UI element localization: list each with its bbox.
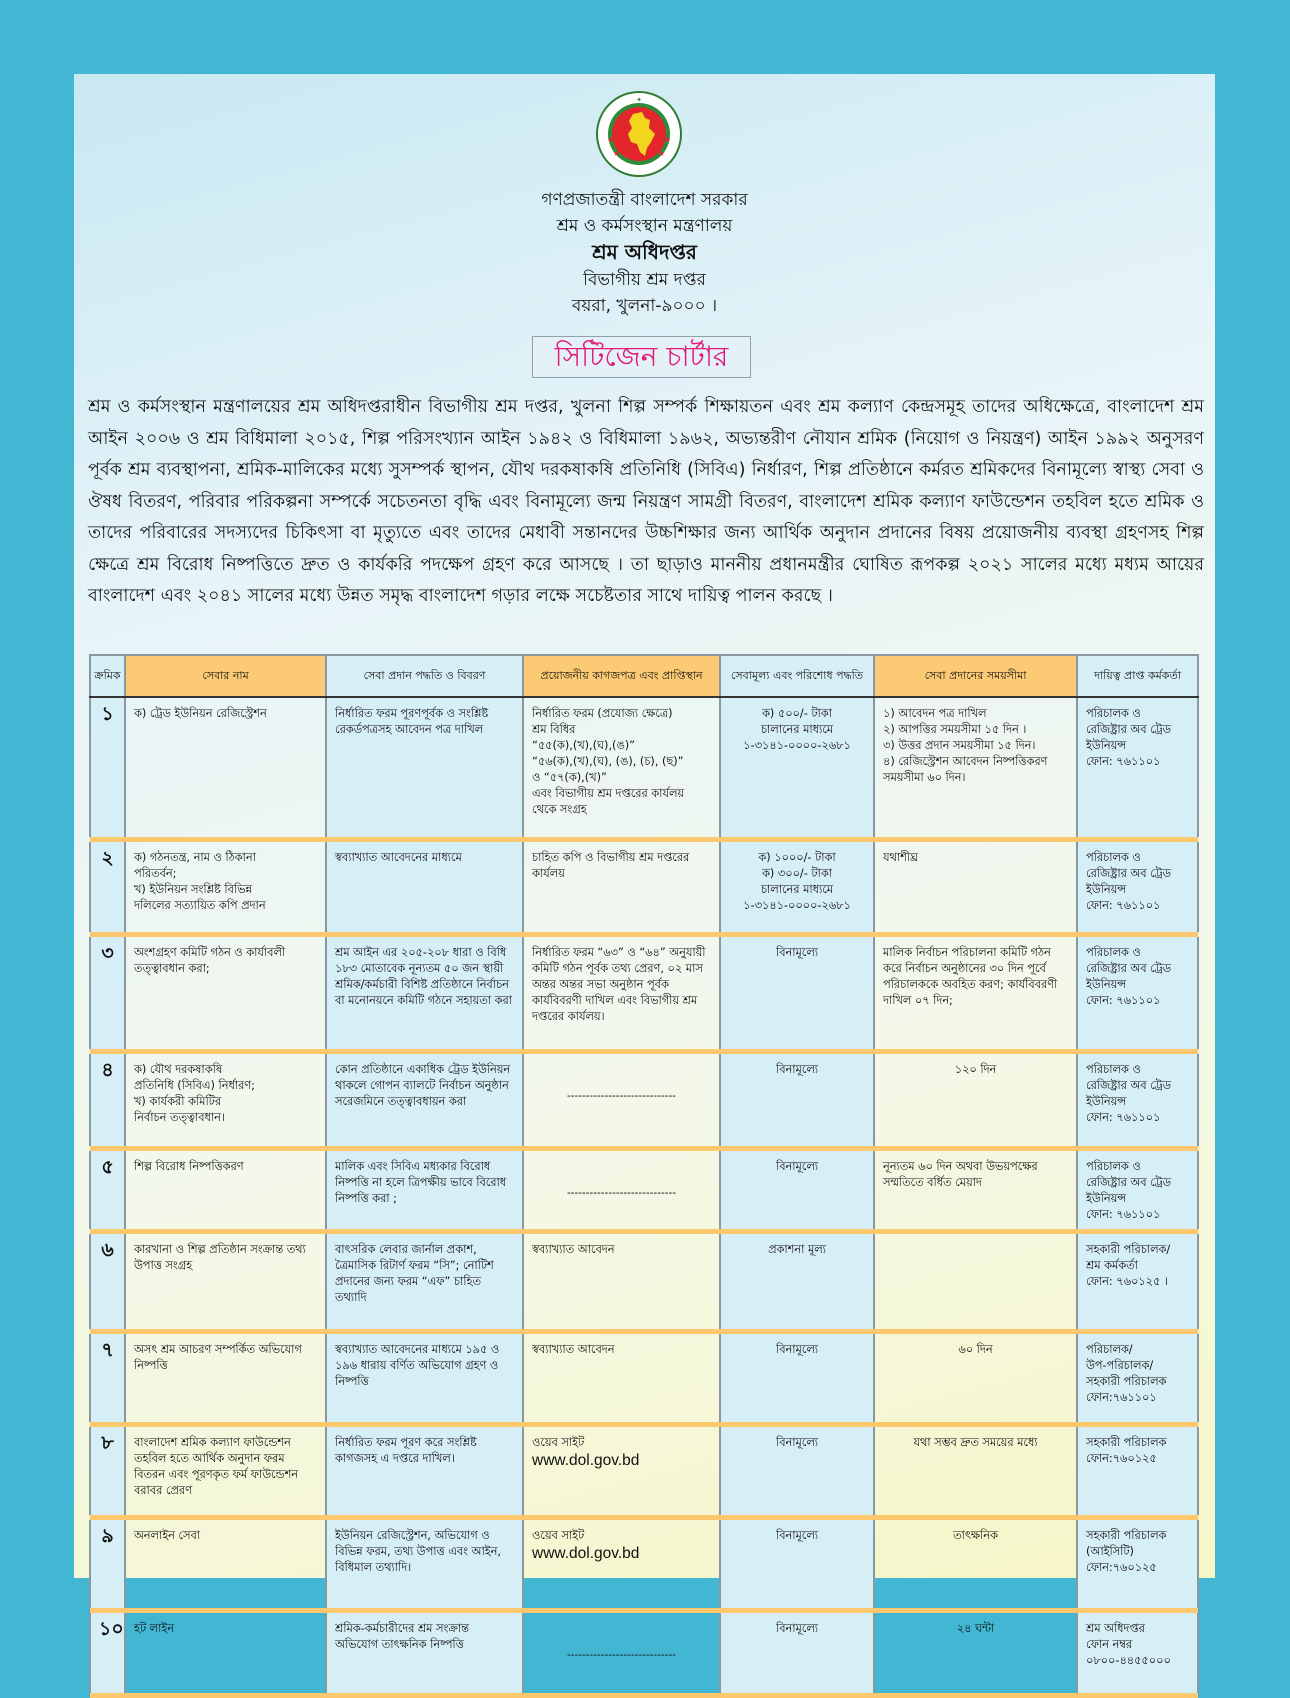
table-row [90, 697, 1198, 837]
documents-cell [523, 1054, 720, 1146]
officer-cell: পরিচালক ও রেজিষ্ট্রার অব ট্রেড ইউনিয়ন্স ফোন: ৭৬১১০১ [1077, 842, 1198, 932]
service-name-cell: শিল্প বিরোধ নিষ্পত্তিকরণ [125, 1151, 326, 1229]
serial-cell: ২ [90, 842, 125, 932]
service-name-cell: ক) যৌথ দরকষাকষি প্রতিনিধি (সিবিএ) নির্ধারণ; খ) কার্যকরী কমিটির নির্বাচন তত্ত্বাবধান। [125, 1054, 326, 1146]
header-fee: সেবামূল্য এবং পরিশোধ পদ্ধতি [720, 655, 874, 697]
header-timeframe: সেবা প্রদানের সময়সীমা [874, 655, 1077, 697]
service-name-cell: ক) গঠনতন্ত্র, নাম ও ঠিকানা পরিতর্বন; খ) ইউনিয়ন সংশ্লিষ্ট বিভিন্ন দলিলের সত্যায়িত কপি প্রদান [125, 842, 326, 932]
documents-cell [523, 1520, 720, 1608]
timeframe-cell: ২৪ ঘন্টা [874, 1613, 1077, 1693]
documents-cell [523, 1613, 720, 1693]
method-cell: শ্রমিক-কর্মচারীদের শ্রম সংক্রান্ত অভিযোগ তাৎক্ষনিক নিষ্পত্তি [326, 1613, 523, 1693]
government-name: গণপ্রজাতন্ত্রী বাংলাদেশ সরকার [541, 190, 748, 210]
svg-text:★: ★ [664, 135, 672, 144]
officer-cell: সহকারী পরিচালক/ শ্রম কর্মকর্তা ফোন: ৭৬০১২৫ । [1077, 1234, 1198, 1329]
timeframe-cell: ১২০ দিন [874, 1054, 1077, 1146]
timeframe-cell: মালিক নির্বাচন পরিচালনা কমিটি গঠন করে নির্বাচন অনুষ্ঠানের ৩০ দিন পূর্বে পরিচালককে অবহিত করণ; কার্যবিবরণী দাখিল ০৭ দিন; [874, 937, 1077, 1049]
empty-placeholder: ----------------------------- [566, 1187, 677, 1199]
header-serial: ক্রমিক [90, 655, 125, 697]
table-row [90, 1613, 1198, 1693]
fee-cell: বিনামূল্যে [720, 1520, 874, 1608]
method-cell: বাৎসরিক লেবার জার্নাল প্রকাশ, ত্রৈমাসিক রিটার্ণ ফরম “সি”; নোটিশ প্রদানের জন্য ফরম “এফ” চাহিত তথ্যাদি [326, 1234, 523, 1329]
method-cell: মালিক এবং সিবিএ মধ্যকার বিরোধ নিষ্পত্তি না হলে ত্রিপক্ষীয় ভাবে বিরোধ নিষ্পত্তি করা ; [326, 1151, 523, 1229]
serial-cell: ৪ [90, 1054, 125, 1146]
intro-paragraph: শ্রম ও কর্মসংস্থান মন্ত্রণালয়ের শ্রম অধিদপ্তরাধীন বিভাগীয় শ্রম দপ্তর, খুলনা শিল্প সম্পর্ক শিক্ষায়তন এবং শ্রম কল্যাণ কেন্দ্রসমূহ তাদের অধিক্ষেত্রে, বাংলাদেশ শ্রম আইন ২০০৬ ও শ্রম বিধিমালা ২০১৫, শিল্প পরিসংখ্যান আইন ১৯৪২ ও বিধিমালা ১৯৬২, অভ্যন্তরীণ নৌযান শ্রমিক (নিয়োগ ও নিয়ন্ত্রণ) আইন ১৯৯২ অনুসরণ পূর্বক শ্রম ব্যবস্থাপনা, শ্রমিক-মালিকের মধ্যে সুসম্পর্ক স্থাপন, যৌথ দরকষাকষি প্রতিনিধি (সিবিএ) নির্ধারণ, শিল্প প্রতিষ্ঠানে কর্মরত শ্রমিকদের বিনামূল্যে স্বাস্থ্য সেবা ও ঔষধ বিতরণ, পরিবার পরিকল্পনা সম্পর্কে সচেতনতা বৃদ্ধি এবং বিনামূল্যে জন্ম নিয়ন্ত্রণ সামগ্রী বিতরণ, বাংলাদেশ শ্রমিক কল্যাণ ফাউন্ডেশন তহবিল হতে শ্রমিক ও তাদের পরিবারের সদস্যদের চিকিৎসা বা মৃত্যুতে এবং তাদের মেধাবী সন্তানদের উচ্চশিক্ষার জন্য আর্থিক অনুদান প্রদানের বিষয় প্রয়োজনীয় ব্যবস্থা গ্রহণসহ শিল্প ক্ষেত্রে শ্রম বিরোধ নিষ্পত্তিতে দ্রুত ও কার্যকরি পদক্ষেপ গ্রহণ করে আসছে । তা ছাড়াও মাননীয় প্রধানমন্ত্রীর ঘোষিত রূপকল্প ২০২১ সালের মধ্যে মধ্যম আয়ের বাংলাদেশ এবং ২০৪১ সালের মধ্যে উন্নত সমৃদ্ধ বাংলাদেশ গড়ার লক্ষে সচেষ্টতার সাথে দায়িত্ব পালন করছে । [88, 397, 1204, 606]
svg-text:✦: ✦ [636, 96, 642, 104]
method-cell: শ্রম আইন এর ২০৫-২০৮ ধারা ও বিধি ১৮৩ মোতাবেক নূন্যতম ৫০ জন স্থায়ী শ্রমিক/কর্মচারী বিশিষ্ট প্রতিষ্ঠানে নির্বাচন বা মনোনয়নে কমিটি গঠনে সহায়তা করা [326, 937, 523, 1049]
serial-cell: ৩ [90, 937, 125, 1049]
citizen-charter-sheet [74, 74, 1215, 1667]
timeframe-cell: যথাশীঘ্র [874, 842, 1077, 932]
fee-cell: বিনামূল্যে [720, 1427, 874, 1515]
table-row [90, 1334, 1198, 1422]
officer-cell: সহকারী পরিচালক ফোন:৭৬০১২৫ [1077, 1427, 1198, 1515]
officer-cell: সহকারী পরিচালক (আইসিটি) ফোন:৭৬০১২৫ [1077, 1520, 1198, 1608]
header-service-name: সেবার নাম [125, 655, 326, 697]
empty-placeholder: ----------------------------- [566, 1090, 677, 1102]
timeframe-cell: নূন্যতম ৬০ দিন অথবা উভয়পক্ষের সম্মতিতে বর্ধিত মেয়াদ [874, 1151, 1077, 1229]
officer-cell: পরিচালক/ উপ-পরিচালক/ সহকারী পরিচালক ফোন:৭৬১১০১ [1077, 1334, 1198, 1422]
documents-cell [523, 1427, 720, 1515]
fee-cell: বিনামূল্যে [720, 1151, 874, 1229]
fee-cell: বিনামূল্যে [720, 937, 874, 1049]
serial-cell: ৯ [90, 1520, 125, 1608]
row-separator [90, 1693, 1198, 1698]
page-title: সিটিজেন চার্টার [532, 336, 751, 378]
timeframe-cell: ৬০ দিন [874, 1334, 1077, 1422]
officer-cell: পরিচালক ও রেজিষ্ট্রার অব ট্রেড ইউনিয়ন্স ফোন: ৭৬১১০১ [1077, 1054, 1198, 1146]
table-row [90, 1427, 1198, 1515]
officer-cell: পরিচালক ও রেজিষ্ট্রার অব ট্রেড ইউনিয়ন্স ফোন: ৭৬১১০১ [1077, 937, 1198, 1049]
svg-text:★: ★ [658, 149, 666, 158]
documents-cell: স্বব্যাখ্যাত আবেদন [523, 1334, 720, 1422]
documents-cell: নির্ধারিত ফরম “৬৩” ও “৬৪” অনুযায়ী কমিটি গঠন পূর্বক তথ্য প্রেরণ, ০২ মাস অন্তর অন্তর সভা অনুষ্ঠান পূর্বক কার্যবিবরণী দাখিল এবং বিভাগীয় শ্রম দপ্তরের কার্যলয়। [523, 937, 720, 1049]
fee-cell: প্রকাশনা মূল্য [720, 1234, 874, 1329]
svg-text:★: ★ [613, 149, 621, 158]
method-cell: স্বব্যাখ্যাত আবেদনের মাধ্যমে ১৯৫ ও ১৯৬ ধারায় বর্ণিত অভিযোগ গ্রহণ ও নিষ্পত্তি [326, 1334, 523, 1422]
officer-cell: শ্রম অধিদপ্তর ফোন নম্বর ০৮০০-৪৪৫৫০০০ [1077, 1613, 1198, 1693]
documents-cell [523, 1151, 720, 1229]
table-row [90, 1054, 1198, 1146]
fee-cell: বিনামূল্যে [720, 1054, 874, 1146]
office-address: বয়রা, খুলনা-৯০০০ । [571, 296, 718, 316]
serial-cell: ১০ [90, 1613, 125, 1693]
table-header-row [90, 655, 1198, 697]
empty-placeholder: ----------------------------- [566, 1649, 677, 1661]
service-name-cell: কারখানা ও শিল্প প্রতিষ্ঠান সংক্রান্ত তথ্য উপাত্ত সংগ্রহ [125, 1234, 326, 1329]
header-documents: প্রয়োজনীয় কাগজপত্র এবং প্রাপ্তিস্থান [523, 655, 720, 697]
table-row [90, 1520, 1198, 1608]
documents-cell: চাহিত কপি ও বিভাগীয় শ্রম দপ্তরের কার্যলয় [523, 842, 720, 932]
officer-cell: পরিচালক ও রেজিষ্ট্রার অব ট্রেড ইউনিয়ন্স ফোন: ৭৬১১০১ [1077, 697, 1198, 837]
header-method: সেবা প্রদান পদ্ধতি ও বিবরণ [326, 655, 523, 697]
documents-cell: স্বব্যাখ্যাত আবেদন [523, 1234, 720, 1329]
service-name-cell: হট লাইন [125, 1613, 326, 1693]
website-link[interactable]: www.dol.gov.bd [532, 1545, 640, 1562]
method-cell: ইউনিয়ন রেজিস্ট্রেশন, অভিযোগ ও বিভিন্ন ফরম, তথ্য উপাত্ত এবং আইন, বিধিমাল তথ্যাদি। [326, 1520, 523, 1608]
service-name-cell: অংশগ্রহণ কমিটি গঠন ও কার্যাবলী তত্ত্বাবধান করা; [125, 937, 326, 1049]
method-cell: নির্ধারিত ফরম পূরণ করে সংশ্লিষ্ট কাগজসহ এ দপ্তরে দাখিল। [326, 1427, 523, 1515]
serial-cell: ৮ [90, 1427, 125, 1515]
timeframe-cell: তাৎক্ষনিক [874, 1520, 1077, 1608]
website-label: ওয়েব সাইট [532, 1436, 585, 1449]
method-cell: কোন প্রতিষ্ঠানে একাধিক ট্রেড ইউনিয়ন থাকলে গোপন ব্যালটে নির্বাচন অনুষ্ঠান সরেজমিনে তত্ত্বাবধায়ন করা [326, 1054, 523, 1146]
serial-cell: ১ [90, 697, 125, 837]
timeframe-cell: যথা সম্ভব দ্রুত সময়ের মধ্যে [874, 1427, 1077, 1515]
service-name-cell: অনলাইন সেবা [125, 1520, 326, 1608]
service-name-cell: অসৎ শ্রম আচরণ সম্পর্কিত অভিযোগ নিষ্পত্তি [125, 1334, 326, 1422]
serial-cell: ৬ [90, 1234, 125, 1329]
service-name-cell: ক) ট্রেড ইউনিয়ন রেজিস্ট্রেশন [125, 697, 326, 837]
fee-cell: বিনামূল্যে [720, 1613, 874, 1693]
documents-cell: নির্ধারিত ফরম (প্রযোজ্য ক্ষেত্রে) শ্রম বিধির “৫৫(ক),(খ),(ঘ),(ঙ)” “৫৬(ক),(খ),(ঘ), (ঙ), (চ), (ছ)” ও “৫৭(ক),(খ)” এবং বিভাগীয় শ্রম দপ্তরের কার্যলয় থেকে সংগ্রহ [523, 697, 720, 837]
serial-cell: ৫ [90, 1151, 125, 1229]
officer-cell: পরিচালক ও রেজিষ্ট্রার অব ট্রেড ইউনিয়ন্স ফোন: ৭৬১১০১ [1077, 1151, 1198, 1229]
timeframe-cell [874, 1234, 1077, 1329]
table-row [90, 937, 1198, 1049]
citizen-charter-table [89, 654, 1199, 1698]
method-cell: নির্ধারিত ফরম পূরণপূর্বক ও সংশ্লিষ্ট রেকর্ডপত্রসহ আবেদন পত্র দাখিল [326, 697, 523, 837]
row-separator-bar [90, 1693, 1198, 1698]
timeframe-cell: ১) আবেদন পত্র দাখিল ২) আপত্তির সময়সীমা ১৫ দিন । ৩) উত্তর প্রদান সময়সীমা ১৫ দিন। ৪) রেজিস্ট্রেশন আবেদন নিষ্পত্তিকরণ সময়সীমা ৬০ দিন। [874, 697, 1077, 837]
table-row [90, 1151, 1198, 1229]
header-officer: দায়িত্ব প্রাপ্ত কর্মকর্তা [1077, 655, 1198, 697]
table-row [90, 842, 1198, 932]
ministry-name: শ্রম ও কর্মসংস্থান মন্ত্রণালয় [556, 216, 733, 236]
serial-cell: ৭ [90, 1334, 125, 1422]
website-label: ওয়েব সাইট [532, 1529, 585, 1542]
fee-cell: ক) ১০০০/- টাকা ক) ৩০০/- টাকা চালানের মাধ্যমে ১-৩১৪১-০০০০-২৬৮১ [720, 842, 874, 932]
government-seal-icon [595, 90, 683, 178]
service-name-cell: বাংলাদেশ শ্রমিক কল্যাণ ফাউন্ডেশন তহবিল হতে আর্থিক অনুদান ফরম বিতরন এবং পূরণকৃত ফর্ম ফাউন্ডেশন বরাবর প্রেরণ [125, 1427, 326, 1515]
office-name: বিভাগীয় শ্রম দপ্তর [583, 270, 706, 290]
fee-cell: ক) ৫০০/- টাকা চালানের মাধ্যমে ১-৩১৪১-০০০০-২৬৮১ [720, 697, 874, 837]
website-link[interactable]: www.dol.gov.bd [532, 1452, 640, 1469]
table-row [90, 1234, 1198, 1329]
method-cell: স্বব্যাখ্যাত আবেদনের মাধ্যমে [326, 842, 523, 932]
svg-text:★: ★ [607, 135, 615, 144]
fee-cell: বিনামূল্যে [720, 1334, 874, 1422]
department-name: শ্রম অধিদপ্তর [592, 240, 697, 264]
